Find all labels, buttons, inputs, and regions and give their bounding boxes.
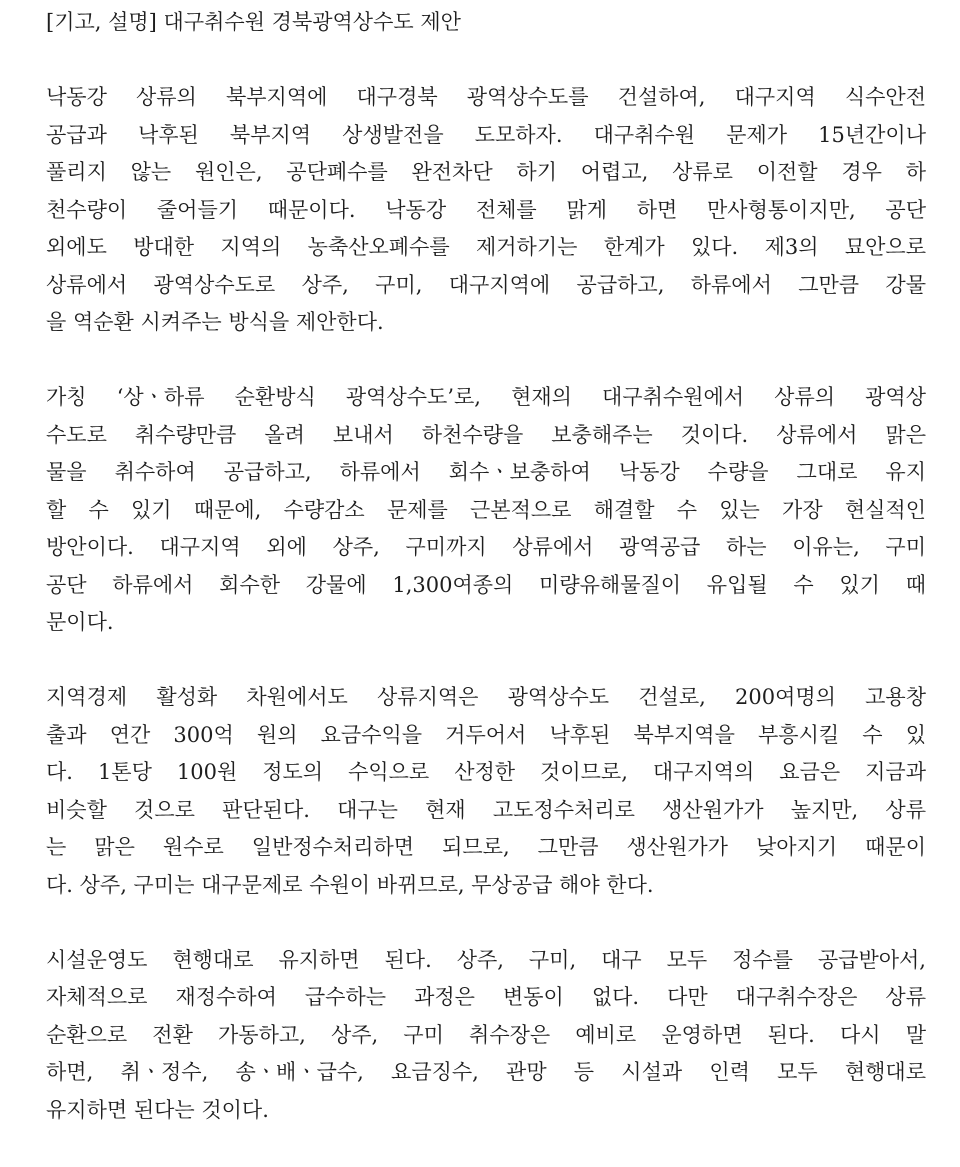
document-page [46, 4, 926, 1167]
text-line: 하면, 취ㆍ정수, 송ㆍ배ㆍ급수, 요금징수, 관망 등 시설과 인력 모두 현행대로 [46, 1060, 926, 1084]
paragraph-2 [46, 379, 926, 642]
text-line: 가칭 ‘상ㆍ하류 순환방식 광역상수도’로, 현재의 대구취수원에서 상류의 광역상 [46, 385, 926, 409]
text-line: 공단 하류에서 회수한 강물에 1,300여종의 미량유해물질이 유입될 수 있기 때 [46, 572, 926, 597]
text-line: 자체적으로 재정수하여 급수하는 과정은 변동이 없다. 다만 대구취수장은 상류 [46, 985, 926, 1009]
text-line: 공급과 낙후된 북부지역 상생발전을 도모하자. 대구취수원 문제가 15년간이나 [46, 122, 926, 147]
text-line: 을 역순환 시켜주는 방식을 제안한다. [46, 310, 384, 334]
text-line: 다. 상주, 구미는 대구문제로 수원이 바뀌므로, 무상공급 해야 한다. [46, 872, 654, 897]
text-line: 외에도 방대한 지역의 농축산오폐수를 제거하기는 한계가 있다. 제3의 묘안으로 [46, 235, 926, 259]
text-line: 문이다. [46, 610, 114, 634]
text-line: 유지하면 된다는 것이다. [46, 1097, 269, 1122]
text-line: 순환으로 전환 가동하고, 상주, 구미 취수장은 예비로 운영하면 된다. 다시 말 [46, 1022, 926, 1047]
text-line: 수도로 취수량만큼 올려 보내서 하천수량을 보충해주는 것이다. 상류에서 맑은 [46, 422, 926, 447]
text-line: 상류에서 광역상수도로 상주, 구미, 대구지역에 공급하고, 하류에서 그만큼 강물 [46, 272, 926, 297]
text-line: 풀리지 않는 원인은, 공단폐수를 완전차단 하기 어렵고, 상류로 이전할 경우 하 [46, 160, 926, 184]
text-line: 할 수 있기 때문에, 수량감소 문제를 근본적으로 해결할 수 있는 가장 현실적인 [46, 497, 926, 522]
text-line: 천수량이 줄어들기 때문이다. 낙동강 전체를 맑게 하면 만사형통이지만, 공단 [46, 197, 926, 222]
paragraph-4 [46, 942, 926, 1130]
text-line: 낙동강 상류의 북부지역에 대구경북 광역상수도를 건설하여, 대구지역 식수안전 [46, 85, 926, 109]
text-line: 비슷할 것으로 판단된다. 대구는 현재 고도정수처리로 생산원가가 높지만, 상류 [46, 797, 926, 822]
text-line: 물을 취수하여 공급하고, 하류에서 회수ㆍ보충하여 낙동강 수량을 그대로 유지 [46, 460, 926, 484]
text-line: 는 맑은 원수로 일반정수처리하면 되므로, 그만큼 생산원가가 낮아지기 때문이 [46, 835, 926, 859]
text-line: 지역경제 활성화 차원에서도 상류지역은 광역상수도 건설로, 200여명의 고용창 [46, 685, 926, 709]
text-line: 방안이다. 대구지역 외에 상주, 구미까지 상류에서 광역공급 하는 이유는, 구미 [46, 535, 926, 559]
text-line: 시설운영도 현행대로 유지하면 된다. 상주, 구미, 대구 모두 정수를 공급받아서, [46, 947, 926, 972]
paragraph-3 [46, 679, 926, 904]
paragraph-1 [46, 79, 926, 342]
text-line: 출과 연간 300억 원의 요금수익을 거두어서 낙후된 북부지역을 부흥시킬 수 있 [46, 722, 926, 747]
document-title: [기고, 설명] 대구취수원 경북광역상수도 제안 [46, 10, 461, 34]
text-line: 다. 1톤당 100원 정도의 수익으로 산정한 것이므로, 대구지역의 요금은 지금과 [46, 760, 926, 784]
